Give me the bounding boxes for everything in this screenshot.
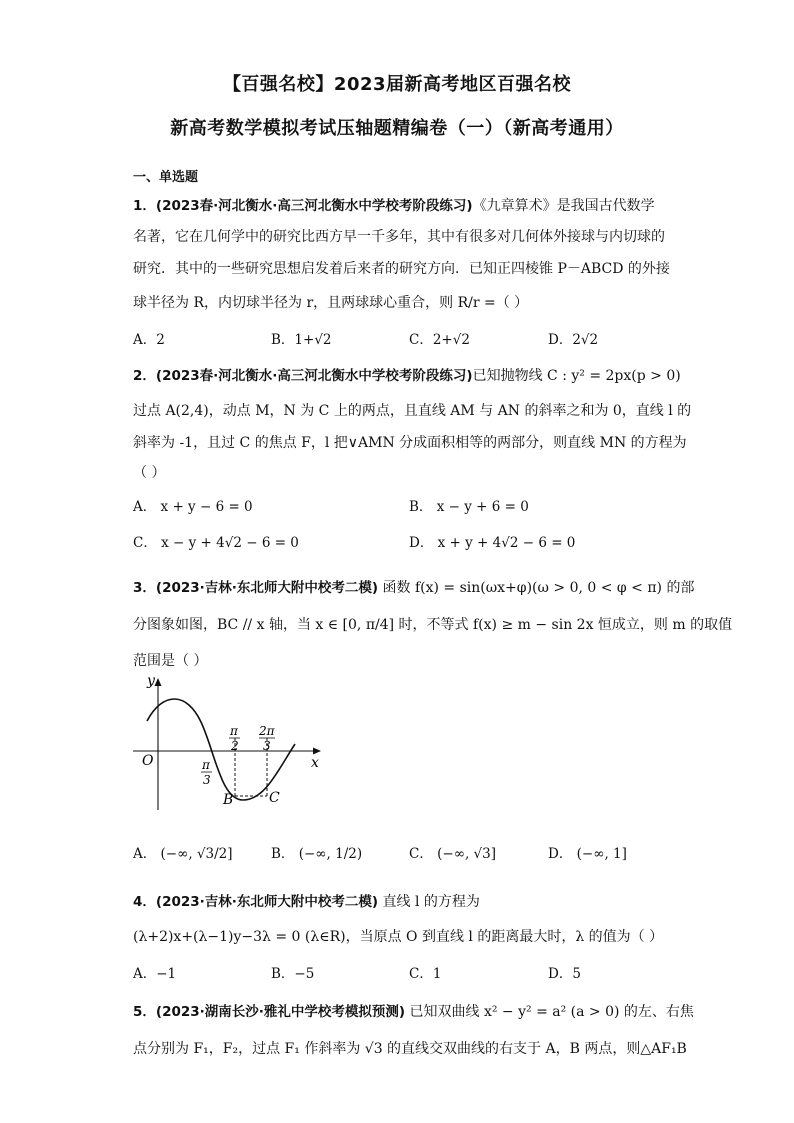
q1-line3: 研究．其中的一些研究思想启发着后来者的研究方向．已知正四棱锥 P－ABCD 的外接 bbox=[133, 261, 670, 277]
label-pi3-den: 3 bbox=[203, 773, 211, 787]
label-pi2-den: 2 bbox=[231, 739, 239, 753]
q2-option-c: C． x − y + 4√2 − 6 = 0 bbox=[133, 535, 299, 551]
label-b: B bbox=[223, 792, 234, 808]
sine-graph bbox=[133, 672, 333, 812]
q4-line2: (λ+2)x+(λ−1)y−3λ = 0 (λ∈R)，当原点 O 到直线 l 的距离最大时，λ 的值为（ ） bbox=[133, 929, 664, 945]
label-x: x bbox=[311, 755, 319, 771]
q2-line4: （ ） bbox=[133, 465, 166, 481]
sine-curve bbox=[147, 699, 295, 800]
label-c: C bbox=[269, 790, 280, 806]
y-axis-arrow-icon bbox=[155, 678, 162, 686]
q2-line2: 过点 A(2,4)，动点 M，N 为 C 上的两点，且直线 AM 与 AN 的斜率之和为 0，直线 l 的 bbox=[133, 403, 692, 419]
doc-title-line1: 【百强名校】2023届新高考地区百强名校 bbox=[222, 74, 572, 95]
q4-option-b: B．−5 bbox=[271, 966, 315, 982]
x-axis-arrow-icon bbox=[313, 748, 321, 755]
label-2pi3-den: 3 bbox=[263, 739, 271, 753]
q1-line2: 名著，它在几何学中的研究比西方早一千多年，其中有很多对几何体外接球与内切球的 bbox=[133, 229, 665, 245]
q4-line1: 4．(2023·吉林·东北师大附中校考二模) 直线 l 的方程为 bbox=[133, 894, 480, 910]
q2-line1: 2．(2023春·河北衡水·高三河北衡水中学校考阶段练习)已知抛物线 C : y² = 2px(p > 0) bbox=[133, 368, 681, 384]
q2-option-a: A． x + y − 6 = 0 bbox=[133, 499, 253, 515]
label-2pi3-num: 2π bbox=[259, 724, 275, 738]
q3-line1: 3．(2023·吉林·东北师大附中校考二模) 函数 f(x) = sin(ωx+φ)(ω > 0, 0 < φ < π) 的部 bbox=[133, 580, 695, 596]
doc-title-line2: 新高考数学模拟考试压轴题精编卷（一）（新高考通用） bbox=[170, 118, 624, 139]
q2-line3: 斜率为 -1，且过 C 的焦点 F，l 把∨AMN 分成面积相等的两部分，则直线 MN 的方程为 bbox=[133, 435, 687, 451]
q1-option-a: A．2 bbox=[133, 332, 165, 348]
q3-option-b: B． (−∞, 1/2) bbox=[271, 846, 363, 862]
q3-line3: 范围是（ ） bbox=[133, 653, 208, 669]
q5-line1: 5．(2023·湖南长沙·雅礼中学校考模拟预测) 已知双曲线 x² − y² = a² (a > 0) 的左、右焦 bbox=[133, 1004, 694, 1020]
label-origin: O bbox=[142, 753, 154, 769]
q3-option-c: C． (−∞, √3] bbox=[409, 846, 496, 862]
q3-line2: 分图象如图，BC // x 轴，当 x ∈ [0, π/4] 时，不等式 f(x) ≥ m − sin 2x 恒成立，则 m 的取值 bbox=[133, 617, 733, 633]
q4-option-a: A．−1 bbox=[133, 966, 177, 982]
q4-option-d: D．5 bbox=[548, 966, 581, 982]
q1-line4: 球半径为 R，内切球半径为 r，且两球球心重合，则 R/r =（ ） bbox=[133, 295, 529, 311]
q1-option-b: B．1+√2 bbox=[271, 332, 332, 348]
q1-option-c: C．2+√2 bbox=[409, 332, 470, 348]
q3-option-d: D． (−∞, 1] bbox=[548, 846, 627, 862]
label-pi3-num: π bbox=[202, 758, 210, 772]
q2-option-b: B． x − y + 6 = 0 bbox=[409, 499, 529, 515]
label-y: y bbox=[147, 673, 155, 689]
label-pi2-num: π bbox=[230, 724, 238, 738]
q1-line1: 1．(2023春·河北衡水·高三河北衡水中学校考阶段练习)《九章算术》是我国古代数学 bbox=[133, 198, 655, 214]
q4-option-c: C．1 bbox=[409, 966, 442, 982]
section-heading: 一、单选题 bbox=[133, 170, 199, 185]
q2-option-d: D． x + y + 4√2 − 6 = 0 bbox=[409, 535, 576, 551]
q3-option-a: A． (−∞, √3/2] bbox=[133, 846, 233, 862]
q5-line2: 点分别为 F₁，F₂，过点 F₁ 作斜率为 √3 的直线交双曲线的右支于 A，B 两点，则△AF₁B bbox=[133, 1041, 687, 1057]
q1-option-d: D．2√2 bbox=[548, 332, 599, 348]
